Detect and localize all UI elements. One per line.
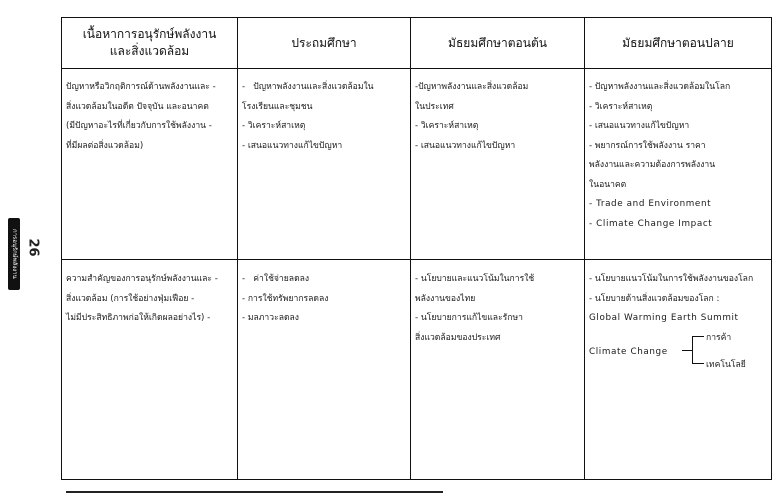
table-row xyxy=(62,260,772,480)
table-cell-line: - นโยบายด้านสิ่งแวดล้อมของโลก : xyxy=(589,293,720,304)
row1-content-cell xyxy=(62,69,238,260)
table-cell-text: ปัญหาพลังงานและสิ่งแวดล้อมใน xyxy=(253,82,374,92)
table-cell-line: - เสนอแนวทางแก้ไขปัญหา xyxy=(589,121,690,131)
row2-upper-secondary-cell xyxy=(585,260,772,480)
table-cell-line: - การใช้ทรัพยากรลดลง xyxy=(242,293,329,304)
table-cell-line: - Trade and Environment xyxy=(589,199,712,209)
table-cell-line: พลังงานและความต้องการพลังงาน xyxy=(589,160,716,170)
row1-primary-cell xyxy=(238,69,411,260)
table-cell-line: - Climate Change Impact xyxy=(589,218,713,229)
table-cell-line: - ปัญหาพลังงานและสิ่งแวดล้อมในโลก xyxy=(589,82,731,92)
header-lower-secondary: มัธยมศึกษาตอนต้น xyxy=(411,18,585,69)
row1-lower-secondary-cell xyxy=(411,69,585,260)
table-cell-line: - วิเคราะห์สาเหตุ xyxy=(242,121,306,131)
row2-content-cell xyxy=(62,260,238,480)
table-cell-line: สิ่งแวดล้อม (การใช้อย่างฟุ่มเฟือย - xyxy=(66,293,195,304)
table-cell-line: - ค่าใช้จ่ายลดลง xyxy=(242,274,310,284)
table-cell-line: - ปัญหาพลังงานและสิ่งแวดล้อมใน xyxy=(242,82,374,92)
header-row xyxy=(62,18,772,69)
table-cell-line: -ปัญหาพลังงานและสิ่งแวดล้อม xyxy=(415,82,529,92)
table-cell-line: พลังงานของไทย xyxy=(415,293,476,304)
table-cell-line: - นโยบายและแนวโน้มในการใช้ xyxy=(415,274,535,284)
side-tab-caption: การอนุรักษ์พลังงาน xyxy=(11,229,18,279)
table-cell-line: (มีปัญหาอะไรที่เกี่ยวกับการใช้พลังงาน - xyxy=(66,121,212,131)
branch-technology-label: เทคโนโลยี xyxy=(706,359,746,370)
bracket-bottom-arm xyxy=(692,363,704,364)
table-cell-line: - เสนอแนวทางแก้ไขปัญหา xyxy=(242,140,343,151)
header-upper-secondary: มัธยมศึกษาตอนปลาย xyxy=(585,18,772,69)
table-cell-line: - พยากรณ์การใช้พลังงาน ราคา xyxy=(589,140,706,151)
table-row xyxy=(62,69,772,260)
bracket-stem xyxy=(682,350,692,351)
page-number: 26 xyxy=(25,238,41,257)
header-content xyxy=(62,18,238,69)
table-cell-line: ปัญหาหรือวิกฤติการณ์ด้านพลังงานและ - xyxy=(66,82,216,92)
bottom-rule xyxy=(66,491,443,493)
bracket-top-arm xyxy=(692,336,704,337)
row2-lower-secondary-cell xyxy=(411,260,585,480)
branch-trade-label: การค้า xyxy=(706,332,732,343)
header-content-line1: เนื้อหาการอนุรักษ์พลังงาน xyxy=(82,27,217,41)
header-content-line2: และสิ่งแวดล้อม xyxy=(109,44,190,58)
table-cell-text: ค่าใช้จ่ายลดลง xyxy=(253,274,310,284)
climate-change-bracket xyxy=(589,331,768,371)
table-cell-line: - นโยบายแนวโน้มในการใช้พลังงานของโลก xyxy=(589,274,754,284)
table-cell-line: - นโยบายการแก้ไขและรักษา xyxy=(415,313,523,323)
table-cell-line: สิ่งแวดล้อมในอดีต ปัจจุบัน และอนาคต xyxy=(66,101,209,112)
row1-upper-secondary-cell xyxy=(585,69,772,260)
bracket-line xyxy=(692,336,693,363)
curriculum-table xyxy=(61,17,772,480)
table-cell-line: ความสำคัญของการอนุรักษ์พลังงานและ - xyxy=(66,274,218,284)
table-cell-line: ในอนาคต xyxy=(589,179,627,190)
table-cell-line: ในประเทศ xyxy=(415,101,454,112)
table-cell-line: Global Warming Earth Summit xyxy=(589,313,739,323)
header-primary: ประถมศึกษา xyxy=(238,18,411,69)
table-cell-line: - วิเคราะห์สาเหตุ xyxy=(415,121,479,131)
table-cell-line: ไม่มีประสิทธิภาพก่อให้เกิดผลอย่างไร) - xyxy=(66,313,211,323)
row2-primary-cell xyxy=(238,260,411,480)
table-cell-line: ที่มีผลต่อสิ่งแวดล้อม) xyxy=(66,140,144,151)
table-cell-line: โรงเรียนและชุมชน xyxy=(242,101,313,112)
table-cell-line: - เสนอแนวทางแก้ไขปัญหา xyxy=(415,140,516,151)
table-cell-line: - วิเคราะห์สาเหตุ xyxy=(589,101,653,112)
climate-change-label: Climate Change xyxy=(589,346,668,357)
table-cell-line: สิ่งแวดล้อมของประเทศ xyxy=(415,332,501,343)
table-cell-line: - มลภาวะลดลง xyxy=(242,313,300,323)
